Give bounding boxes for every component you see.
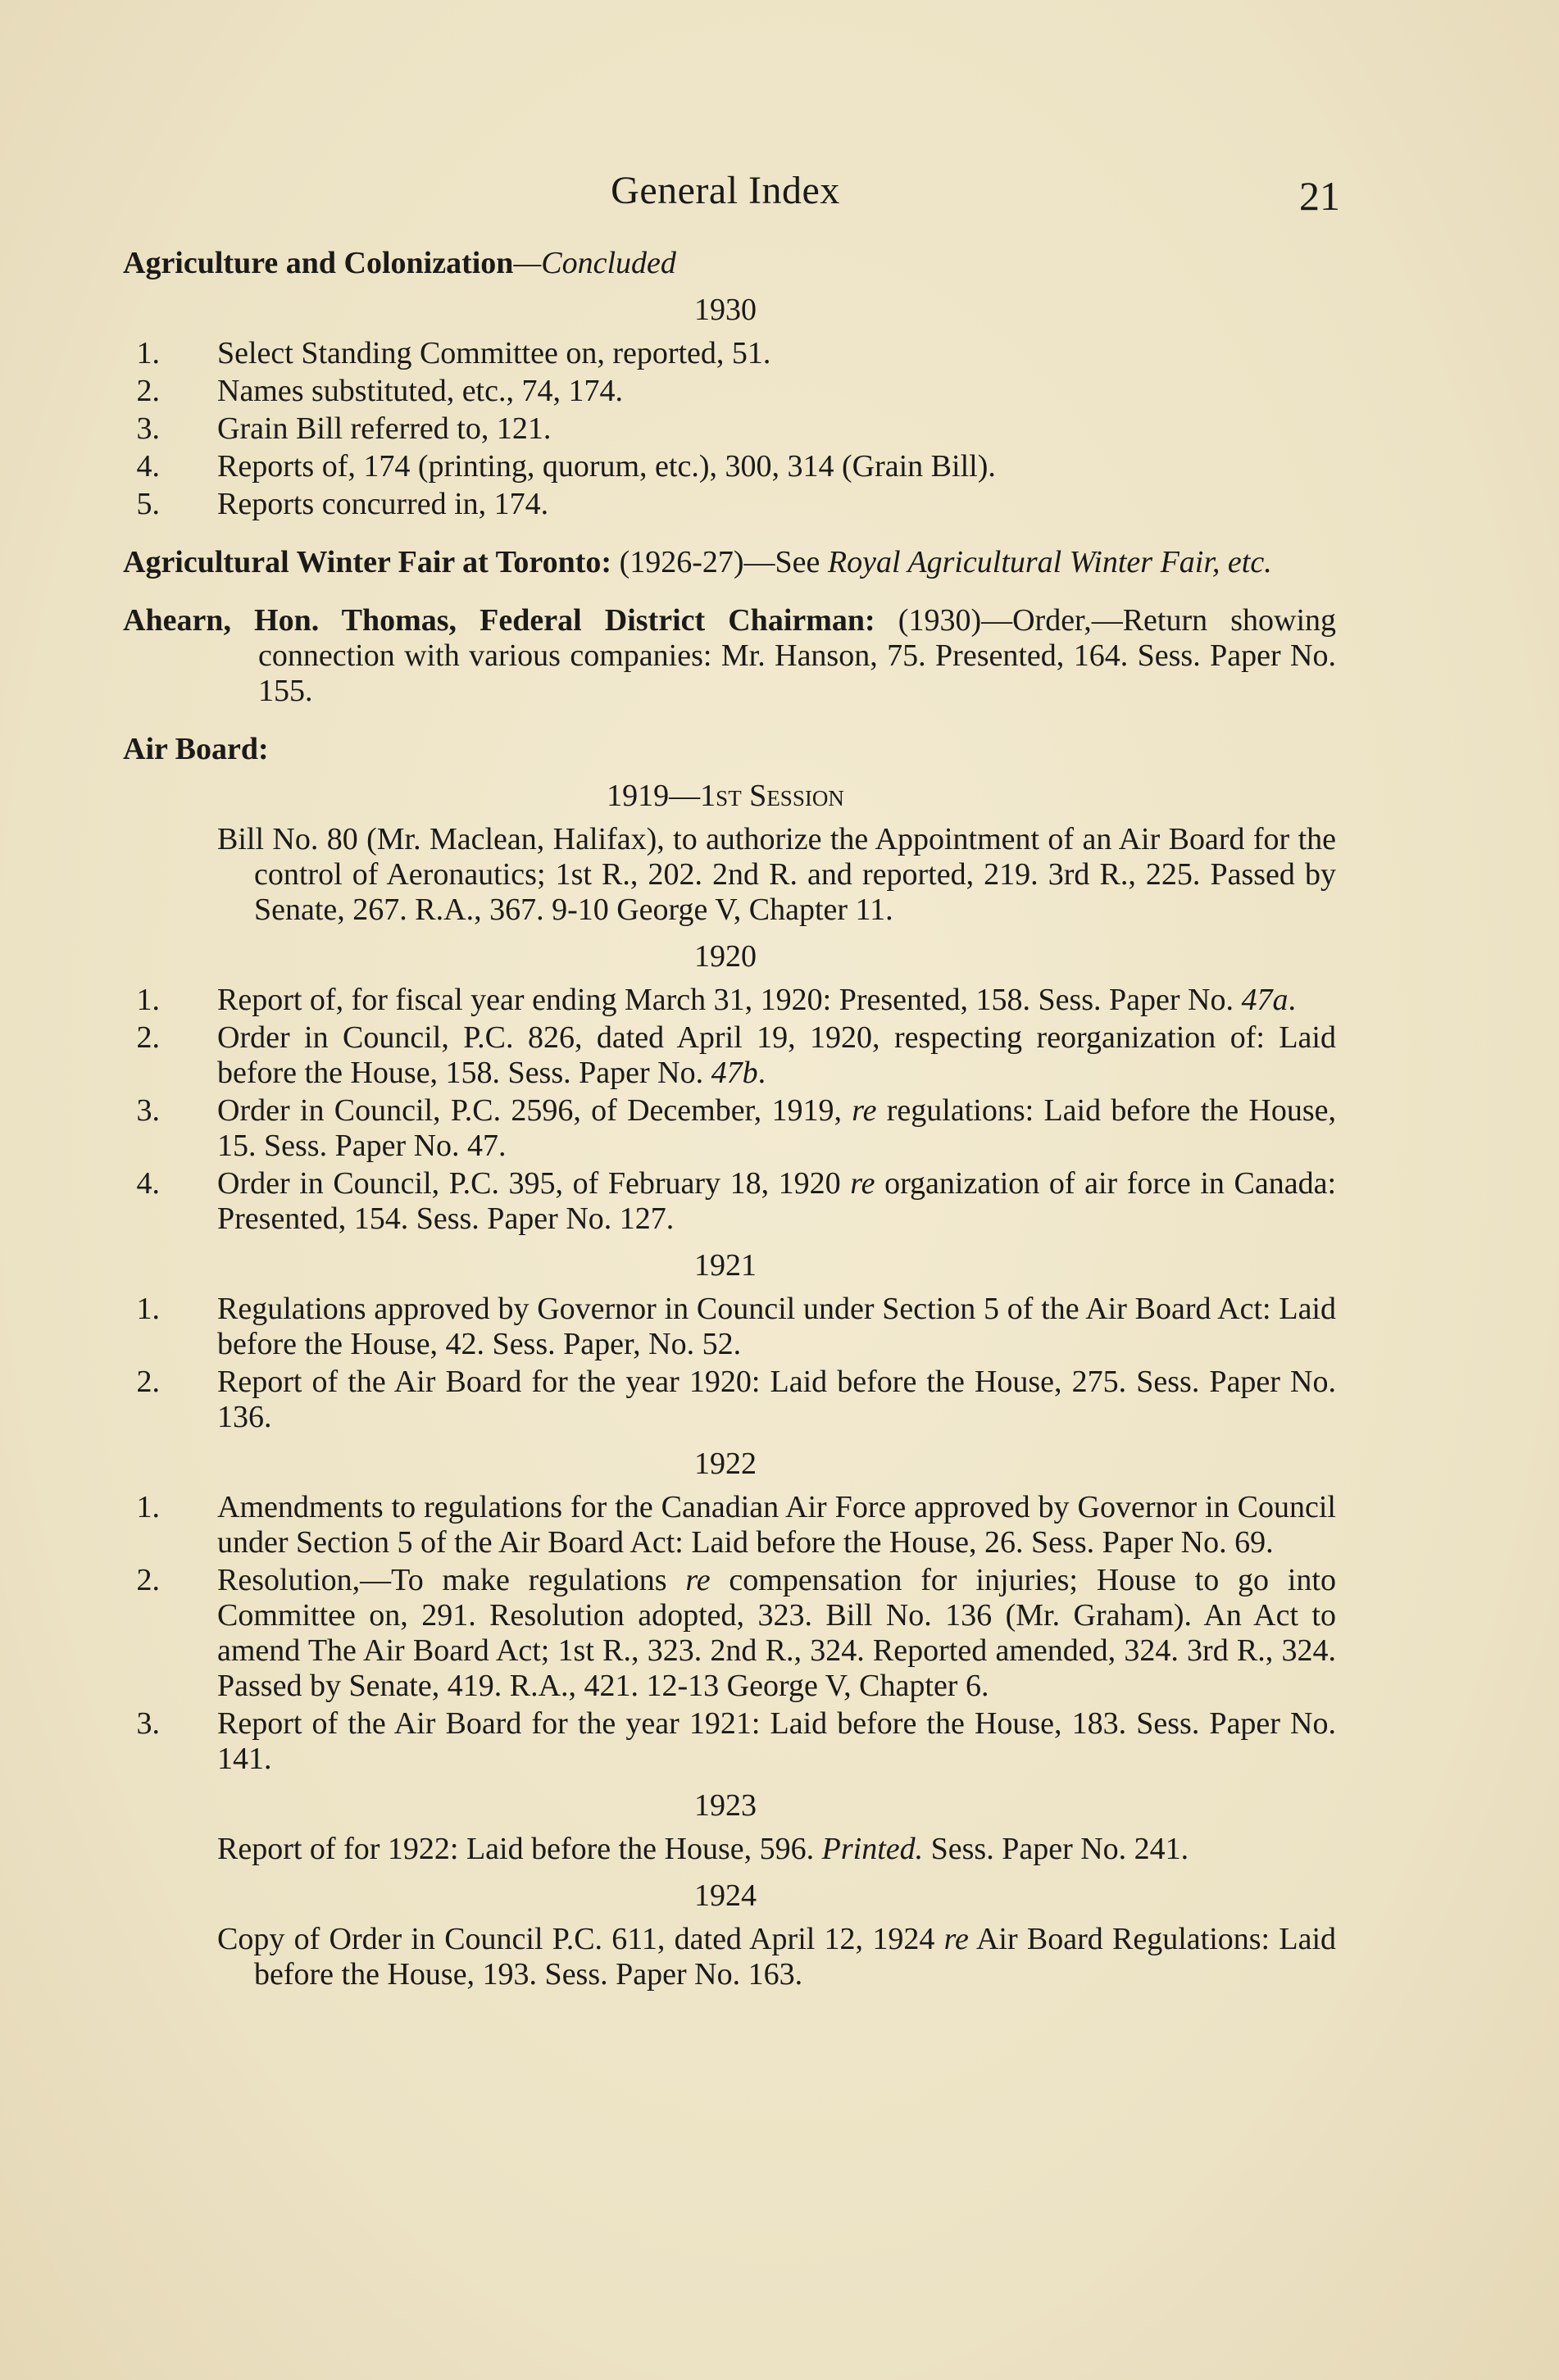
list-item: 1. Select Standing Committee on, reported, 51.: [136, 336, 771, 370]
entry-heading: [123, 246, 1336, 281]
entry-ahearn: [123, 603, 1336, 709]
list-item: 2. Resolution,—To make regulations re compensation for injuries; House to go into Committee on, 291. Resolution adopted, 323. Bill No. 136 (Mr. Graham). An Act to amend The Air Board Act; 1st R., 323. 2nd R., 324. Reported amended, 324. 3rd R., 324. Passed by Senate, 419. R.A., 421. 12-13 George V, Chapter 6.: [136, 1563, 1336, 1703]
year-heading: 1921: [694, 1248, 757, 1283]
list-item: 3. Grain Bill referred to, 121.: [136, 411, 552, 446]
year-heading: 1919—1st Session: [607, 779, 844, 813]
page-number: 21: [1299, 173, 1340, 219]
entry-text-1924: Copy of Order in Council P.C. 611, dated April 12, 1924 re Air Board Regulations: Laid before the House, 193. Sess. Paper No. 163.: [217, 1922, 1337, 1992]
list-item: 2. Names substituted, etc., 74, 174.: [136, 374, 623, 408]
entry-text: (1926-27)—See: [611, 545, 828, 579]
entry-air-board: [123, 732, 1336, 1992]
see-reference: Royal Agricultural Winter Fair, etc.: [827, 545, 1272, 579]
list-item: 2. Order in Council, P.C. 826, dated April 19, 1920, respecting reorganization of: Laid before the House, 158. Sess. Paper No. 47b.: [136, 1020, 1336, 1090]
heading-text: Ahearn, Hon. Thomas, Federal District Chairman:: [123, 603, 875, 638]
list-item: 1. Report of, for fiscal year ending March 31, 1920: Presented, 158. Sess. Paper No. 47a.: [136, 983, 1296, 1017]
year-heading: 1930: [694, 293, 757, 327]
list-item: 3. Order in Council, P.C. 2596, of December, 1919, re regulations: Laid before the House, 15. Sess. Paper No. 47.: [136, 1093, 1336, 1163]
heading-continuation: —Concluded: [513, 246, 676, 280]
heading-text: Air Board:: [123, 732, 269, 766]
list-item: 1. Regulations approved by Governor in Council under Section 5 of the Air Board Act: Laid before the House, 42. Sess. Paper, No. 52.: [136, 1292, 1336, 1361]
index-content: [123, 246, 1336, 1995]
year-heading: 1923: [694, 1788, 757, 1823]
year-heading: 1924: [694, 1878, 757, 1913]
entry-agriculture: [123, 246, 1336, 522]
list-item: 5. Reports concurred in, 174.: [136, 487, 549, 521]
list-item: 3. Report of the Air Board for the year 1921: Laid before the House, 183. Sess. Paper No. 141.: [136, 1706, 1336, 1776]
list-item: 4. Order in Council, P.C. 395, of February 18, 1920 re organization of air force in Canada: Presented, 154. Sess. Paper No. 127.: [136, 1166, 1336, 1236]
entry-text: (1930)—Order,—Return showing connection with various companies: Mr. Hanson, 75. Presented, 164. Sess. Paper No. 155.: [258, 603, 1336, 708]
list-item: 4. Reports of, 174 (printing, quorum, etc.), 300, 314 (Grain Bill).: [136, 449, 996, 484]
year-heading: 1922: [694, 1447, 757, 1481]
list-item: 2. Report of the Air Board for the year 1920: Laid before the House, 275. Sess. Paper No. 136.: [136, 1365, 1336, 1434]
list-item: 1. Amendments to regulations for the Canadian Air Force approved by Governor in Council under Section 5 of the Air Board Act: Laid before the House, 26. Sess. Paper No. 69.: [136, 1490, 1336, 1560]
bill-text: Bill No. 80 (Mr. Maclean, Halifax), to authorize the Appointment of an Air Board for the control of Aeronautics; 1st R., 202. 2nd R. and reported, 219. 3rd R., 225. Passed by Senate, 267. R.A., 367. 9-10 George V, Chapter 11.: [217, 822, 1336, 927]
entry-text-1923: Report of for 1922: Laid before the House, 596. Printed. Sess. Paper No. 241.: [217, 1832, 1189, 1866]
heading-text: Agricultural Winter Fair at Toronto:: [123, 545, 612, 579]
entry-winter-fair: [123, 545, 1336, 580]
heading-text: Agriculture and Colonization: [123, 246, 514, 280]
running-title: General Index: [611, 169, 840, 212]
year-heading: 1920: [694, 939, 757, 974]
